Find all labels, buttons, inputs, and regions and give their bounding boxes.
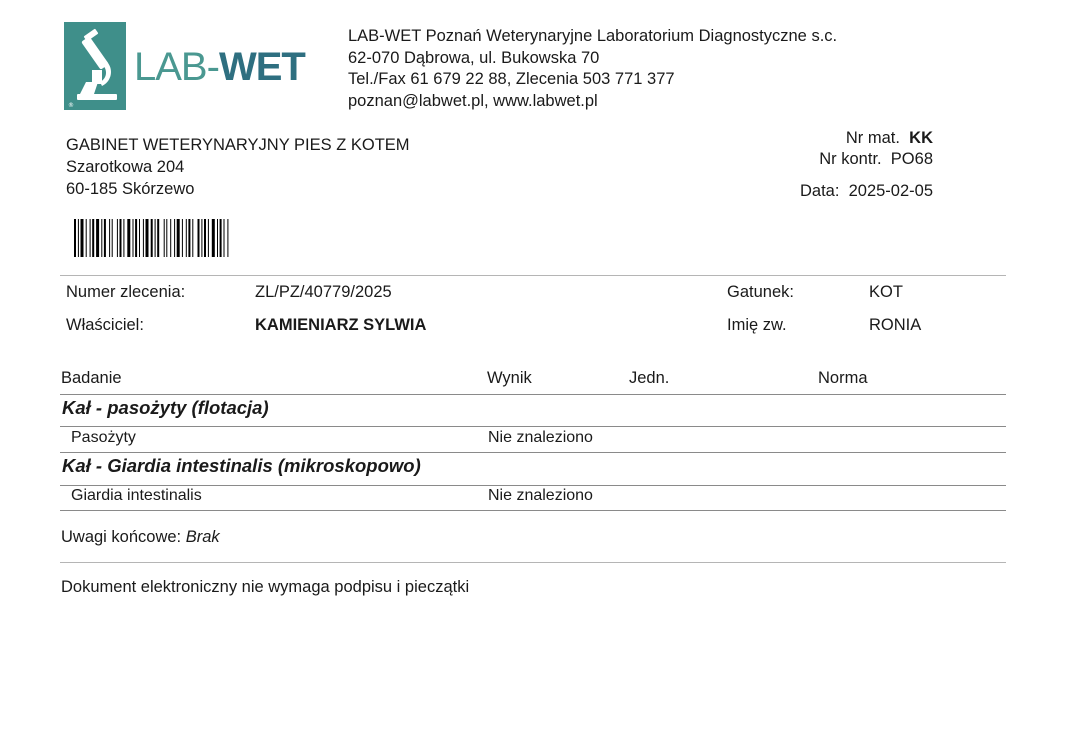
electronic-document-note: Dokument elektroniczny nie wymaga podpisu i pieczątki (61, 578, 470, 596)
remarks-value: Brak (185, 528, 220, 546)
date-row (800, 181, 933, 202)
lab-address-line: 62-070 Dąbrowa, ul. Bukowska 70 (348, 48, 600, 67)
column-header-norm: Norma (818, 369, 868, 387)
nr-kontr-label: Nr kontr. (819, 150, 882, 168)
section-title-giardia: Kał - Giardia intestinalis (mikroskopowo) (62, 455, 421, 476)
client-name: GABINET WETERYNARYJNY PIES Z KOTEM (66, 136, 410, 154)
test-name-parasites: Pasożyty (71, 429, 136, 446)
divider-top (60, 275, 1006, 276)
lab-name-line: LAB-WET Poznań Weterynaryjne Laboratorium Diagnostyczne s.c. (348, 27, 838, 45)
table-header-divider (60, 394, 1006, 395)
section-divider (60, 426, 1006, 427)
final-remarks (61, 527, 220, 547)
date-value: 2025-02-05 (848, 182, 933, 200)
animal-name-label: Imię zw. (727, 316, 787, 334)
svg-text:®: ® (68, 102, 74, 109)
nr-mat-label: Nr mat. (845, 129, 900, 147)
logo-wordmark (134, 46, 305, 88)
barcode (74, 219, 296, 257)
lab-email-line: poznan@labwet.pl, www.labwet.pl (348, 91, 598, 110)
microscope-icon (64, 22, 126, 110)
logo-text-wet: WET (218, 45, 305, 89)
nr-kontr-row (800, 149, 933, 170)
order-number-label: Numer zlecenia: (66, 283, 186, 301)
column-header-unit: Jedn. (629, 369, 670, 387)
table-bottom-divider (60, 510, 1006, 511)
client-address (66, 134, 410, 200)
lab-logo (64, 22, 310, 112)
column-header-result: Wynik (487, 369, 532, 387)
lab-contact-info (348, 26, 837, 112)
test-name-giardia: Giardia intestinalis (71, 487, 202, 504)
divider-footer (60, 562, 1006, 563)
section-title-parasites: Kał - pasożyty (flotacja) (62, 397, 269, 418)
test-result-parasites: Nie znaleziono (488, 429, 593, 446)
remarks-label: Uwagi końcowe: (61, 528, 182, 546)
nr-mat-value: KK (909, 129, 933, 147)
species-value: KOT (869, 283, 903, 301)
client-street: Szarotkowa 204 (66, 158, 185, 176)
test-result-giardia: Nie znaleziono (488, 487, 593, 504)
client-city: 60-185 Skórzewo (66, 180, 195, 198)
logo-text-lab: LAB- (134, 45, 219, 89)
row-divider (60, 452, 1006, 453)
order-number-value: ZL/PZ/40779/2025 (255, 283, 392, 301)
nr-mat-row (800, 128, 933, 149)
species-label: Gatunek: (727, 283, 794, 301)
owner-value: KAMIENIARZ SYLWIA (255, 316, 427, 334)
owner-label: Właściciel: (66, 316, 144, 334)
column-header-test: Badanie (61, 369, 122, 387)
nr-kontr-value: PO68 (890, 150, 933, 168)
document-meta (800, 128, 933, 202)
lab-phone-line: Tel./Fax 61 679 22 88, Zlecenia 503 771 377 (348, 70, 675, 88)
date-label: Data: (799, 182, 840, 200)
animal-name-value: RONIA (869, 316, 922, 334)
